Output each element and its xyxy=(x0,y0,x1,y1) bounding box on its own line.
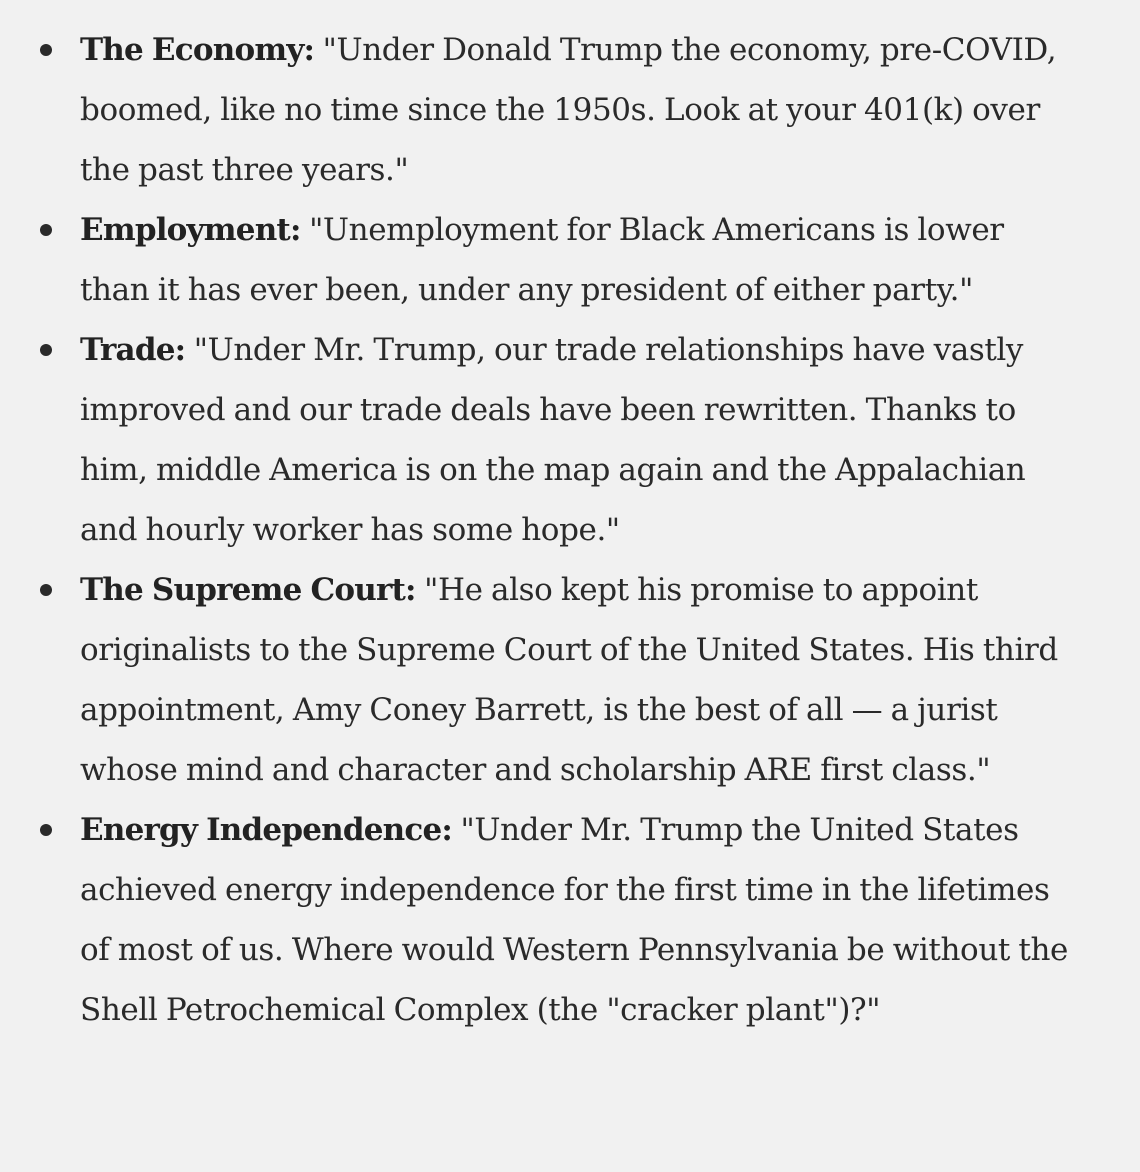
list-item-energy-independence xyxy=(80,800,1070,1040)
quote-list xyxy=(0,20,1070,1040)
topic-label: The Supreme Court: xyxy=(80,572,416,608)
list-item-economy xyxy=(80,20,1070,200)
list-item-supreme-court xyxy=(80,560,1070,800)
bullet-icon xyxy=(40,344,52,356)
bullet-icon xyxy=(40,824,52,836)
quote-text: "Under Mr. Trump the United States achieved energy independence for the first time in the lifetimes of most of us. Where would Western Pennsylvania be without the Shell Petrochemical Complex (the "cracker plant")?" xyxy=(80,812,1068,1028)
bullet-icon xyxy=(40,44,52,56)
quote-text: "He also kept his promise to appoint originalists to the Supreme Court of the United States. His third appointment, Amy Coney Barrett, is the best of all — a jurist whose mind and character and scholarship ARE first class." xyxy=(80,572,1058,788)
topic-label: The Economy: xyxy=(80,32,315,68)
list-item-trade xyxy=(80,320,1070,560)
bullet-icon xyxy=(40,584,52,596)
quote-text: "Unemployment for Black Americans is lower than it has ever been, under any president of either party." xyxy=(80,212,1004,308)
topic-label: Trade: xyxy=(80,332,186,368)
topic-label: Energy Independence: xyxy=(80,812,453,848)
list-item-employment xyxy=(80,200,1070,320)
bullet-icon xyxy=(40,224,52,236)
topic-label: Employment: xyxy=(80,212,301,248)
quote-text: "Under Mr. Trump, our trade relationships have vastly improved and our trade deals have been rewritten. Thanks to him, middle America is on the map again and the Appalachian and hourly worker has some hope." xyxy=(80,332,1026,548)
quote-text: "Under Donald Trump the economy, pre-COVID, boomed, like no time since the 1950s. Look at your 401(k) over the past three years." xyxy=(80,32,1057,188)
